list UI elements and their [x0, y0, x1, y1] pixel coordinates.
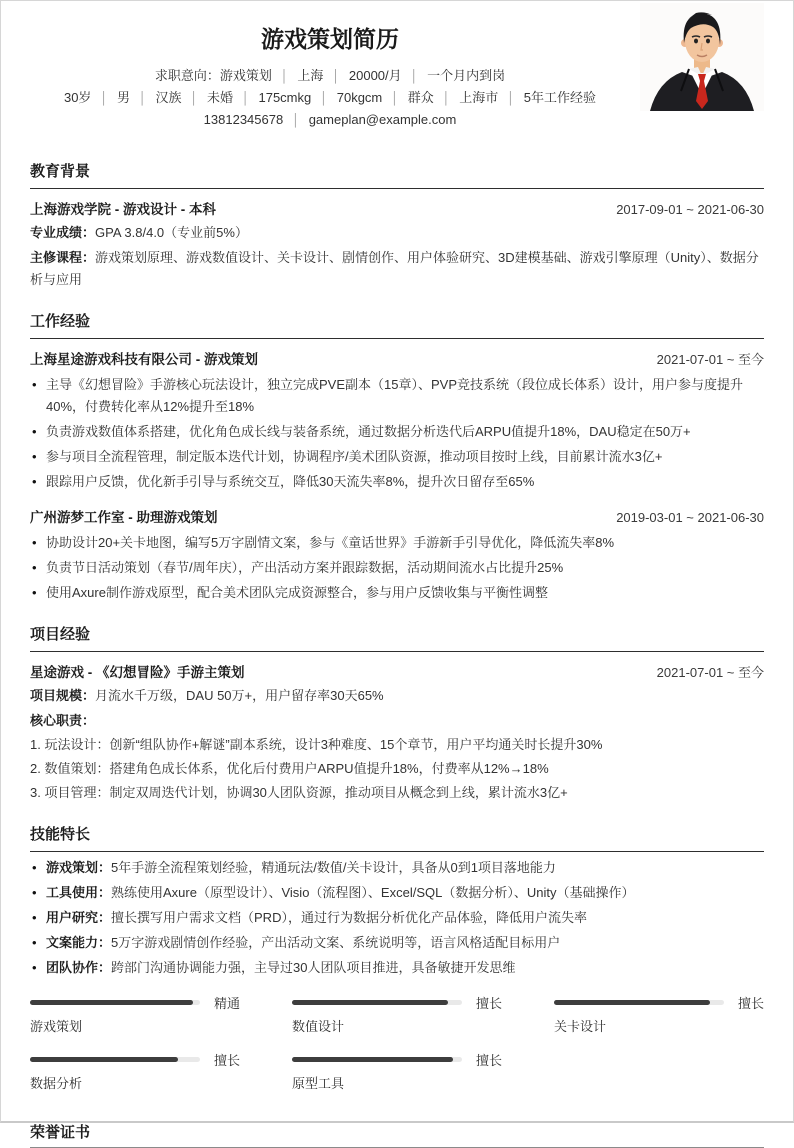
section-education [30, 163, 764, 291]
skill-bar-level: 精通 [213, 995, 240, 1011]
bullet-item: • 负责游戏数值体系搭建，优化角色成长线与装备系统，通过数据分析迭代后ARPU值提升18%，DAU稳定在50万+ [30, 421, 764, 443]
skill-bar-row [292, 1052, 502, 1066]
skill-bullet-item [30, 882, 764, 904]
skill-bar-row [554, 995, 764, 1009]
separator-bar: │ [332, 69, 340, 83]
job-bullet-list [30, 532, 764, 604]
skill-bar-track [30, 1000, 200, 1005]
skill-text: 5万字游戏剧情创作经验，产出活动文案、系统说明等，语言风格适配目标用户 [111, 935, 561, 950]
courses-value: 游戏策划原理、游戏数值设计、关卡设计、剧情创作、用户体验研究、3D建模基础、游戏引擎原理（Unity）、数据分析与应用 [30, 250, 759, 287]
basic-item: 30岁 [63, 90, 92, 105]
header-text-block [30, 25, 630, 131]
bullet-item: • 使用Axure制作游戏原型，配合美术团队完成资源整合，参与用户反馈收集与平衡性调整 [30, 582, 764, 604]
separator-bar: │ [410, 69, 419, 83]
project-date: 2021-07-01 ~ 至今 [656, 665, 764, 680]
skill-bars [30, 995, 764, 1093]
skill-bar-track [30, 1057, 200, 1062]
basic-item: │ 70kgcm [320, 90, 383, 105]
section-title-work: 工作经验 [30, 313, 764, 339]
duty-list [30, 734, 764, 804]
job-entry-2 [30, 509, 764, 604]
profile-photo [640, 3, 764, 111]
separator-bar: │ [100, 91, 108, 105]
separator-bar: │ [320, 91, 328, 105]
separator-bar: │ [138, 91, 147, 105]
separator-bar: │ [280, 69, 289, 83]
basic-item: │ 上海市 [442, 90, 499, 105]
skill-bar-fill [30, 1057, 178, 1062]
section-title-education: 教育背景 [30, 163, 764, 189]
courses-label: 主修课程： [30, 250, 96, 265]
skill-bar-cell [292, 1052, 502, 1093]
skill-text: 擅长撰写用户需求文档（PRD），通过行为数据分析优化产品体验，降低用户流失率 [111, 910, 587, 925]
entry-head [30, 351, 764, 369]
skill-bullet-item [30, 932, 764, 954]
skill-bar-name: 关卡设计 [554, 1019, 607, 1034]
separator-bar: │ [507, 91, 515, 105]
skill-bar-level: 擅长 [475, 1052, 502, 1068]
job-bullet-list [30, 374, 764, 493]
section-title-skills: 技能特长 [30, 826, 764, 852]
intent-item: │ 20000/月 [332, 68, 402, 83]
education-date: 2017-09-01 ~ 2021-06-30 [616, 202, 764, 217]
skill-label: 游戏策划： [46, 860, 112, 875]
basic-item: │ 男 [100, 90, 130, 105]
skill-bar-row [292, 995, 502, 1009]
duty-line: 3. 项目管理：制定双周迭代计划，协调30人团队资源，推动项目从概念到上线，累计流水3亿+ [30, 785, 568, 800]
basic-item: │ 群众 [391, 90, 434, 105]
skill-bar-fill [554, 1000, 710, 1005]
bullet-item: • 参与项目全流程管理，制定版本迭代计划，协调程序/美术团队资源，推动项目按时上线，目前累计流水3亿+ [30, 446, 764, 468]
skill-text: 熟练使用Axure（原型设计）、Visio（流程图）、Excel/SQL（数据分析）、Unity（基础操作） [111, 885, 635, 900]
skill-bar-track [292, 1057, 462, 1062]
section-skills [30, 826, 764, 1093]
skill-bar-fill [292, 1057, 453, 1062]
job-intent-line [30, 65, 630, 87]
separator-bar: │ [190, 91, 198, 105]
skill-label: 文案能力： [46, 935, 112, 950]
project-scale-row [30, 685, 764, 707]
gpa-label: 专业成绩： [30, 225, 96, 240]
scale-value: 月流水千万级，DAU 50万+，用户留存率30天65% [95, 688, 384, 703]
basic-item: │ 5年工作经验 [507, 90, 597, 105]
skill-bar-name: 数值设计 [292, 1019, 345, 1034]
bullet-item: • 主导《幻想冒险》手游核心玩法设计，独立完成PVE副本（15章）、PVP竞技系统（段位成长体系）设计，用户参与度提升40%，付费转化率从12%提升至18% [30, 374, 764, 418]
intent-items [220, 68, 505, 83]
contact-item: 13812345678 [203, 112, 284, 127]
skill-bar-track [554, 1000, 724, 1005]
skill-bar-cell [554, 995, 764, 1036]
bullet-item: • 协助设计20+关卡地图，编写5万字剧情文案，参与《童话世界》手游新手引导优化，降低流失率8% [30, 532, 764, 554]
skill-bar-level: 擅长 [475, 995, 502, 1011]
skill-text: 5年手游全流程策划经验，精通玩法/数值/关卡设计，具备从0到1项目落地能力 [111, 860, 556, 875]
basic-item: │ 175cmkg [241, 90, 312, 105]
skill-text: 跨部门沟通协调能力强，主导过30人团队项目推进，具备敏捷开发思维 [111, 960, 516, 975]
duty-label-row [30, 710, 764, 732]
job-title: 上海星途游戏科技有限公司 - 游戏策划 [30, 352, 258, 367]
skill-bar-fill [292, 1000, 448, 1005]
resume-header [30, 1, 764, 131]
basic-info-line [30, 87, 630, 109]
skill-bar-row [30, 995, 240, 1009]
project-entry [30, 664, 764, 804]
entry-head [30, 509, 764, 527]
section-projects [30, 626, 764, 804]
job-entry-1 [30, 351, 764, 493]
skill-bullet-list [30, 857, 764, 979]
skill-bullet-item [30, 957, 764, 979]
separator-bar: │ [442, 91, 451, 105]
bullet-item: • 跟踪用户反馈，优化新手引导与系统交互，降低30天流失率8%，提升次日留存至65% [30, 471, 764, 493]
bullet-item: • 负责节日活动策划（春节/周年庆），产出活动方案并跟踪数据，活动期间流水占比提升25% [30, 557, 764, 579]
male-avatar-illustration [640, 3, 764, 111]
separator-bar: │ [241, 91, 250, 105]
job-title: 广州游梦工作室 - 助理游戏策划 [30, 510, 218, 525]
skill-bar-name: 原型工具 [292, 1076, 345, 1091]
contact-line [30, 109, 630, 131]
basic-items [64, 90, 596, 105]
separator-bar: │ [391, 91, 399, 105]
education-entry [30, 201, 764, 291]
section-honors [30, 1124, 764, 1148]
intent-item: │ 一个月内到岗 [410, 68, 506, 83]
skill-bar-cell [30, 995, 240, 1036]
skill-label: 工具使用： [46, 885, 112, 900]
duty-label: 核心职责： [30, 713, 96, 728]
job-date: 2021-07-01 ~ 至今 [656, 352, 764, 367]
section-title-honors: 荣誉证书 [30, 1124, 764, 1148]
separator-bar: │ [292, 113, 300, 127]
skill-bar-name: 游戏策划 [30, 1019, 83, 1034]
skill-label: 团队协作： [46, 960, 112, 975]
skill-bullet-item [30, 907, 764, 929]
skill-bar-track [292, 1000, 462, 1005]
basic-item: │ 汉族 [138, 90, 182, 105]
duty-line: 2. 数值策划：搭建角色成长体系，优化后付费用户ARPU值提升18%，付费率从12%→18% [30, 761, 549, 776]
scale-label: 项目规模： [30, 688, 96, 703]
skill-bar-cell [30, 1052, 240, 1093]
entry-head [30, 664, 764, 682]
duty-line: 1. 玩法设计：创新“组队协作+解谜”副本系统，设计3种难度、15个章节，用户平均通关时长提升30% [30, 737, 603, 752]
project-title: 星途游戏 - 《幻想冒险》手游主策划 [30, 665, 245, 680]
contact-items [204, 112, 457, 127]
section-title-projects: 项目经验 [30, 626, 764, 652]
job-date: 2019-03-01 ~ 2021-06-30 [616, 510, 764, 525]
skill-bar-level: 擅长 [737, 995, 764, 1011]
skill-bullet-item [30, 857, 764, 879]
intent-item: │ 上海 [280, 68, 324, 83]
section-work [30, 313, 764, 604]
basic-item: │ 未婚 [190, 90, 233, 105]
skill-bar-row [30, 1052, 240, 1066]
skill-label: 用户研究： [46, 910, 112, 925]
entry-head [30, 201, 764, 219]
skill-bar-name: 数据分析 [30, 1076, 83, 1091]
skill-bar-cell [292, 995, 502, 1036]
courses-row [30, 247, 764, 291]
page-title: 游戏策划简历 [261, 26, 399, 52]
gpa-row [30, 222, 764, 244]
gpa-value: GPA 3.8/4.0（专业前5%） [95, 225, 248, 240]
skill-bar-fill [30, 1000, 193, 1005]
contact-item: │ gameplan@example.com [292, 112, 457, 127]
skill-bar-level: 擅长 [213, 1052, 240, 1068]
intent-label: 求职意向： [154, 68, 220, 83]
intent-item: 游戏策划 [219, 68, 272, 83]
school-title: 上海游戏学院 - 游戏设计 - 本科 [30, 202, 216, 217]
